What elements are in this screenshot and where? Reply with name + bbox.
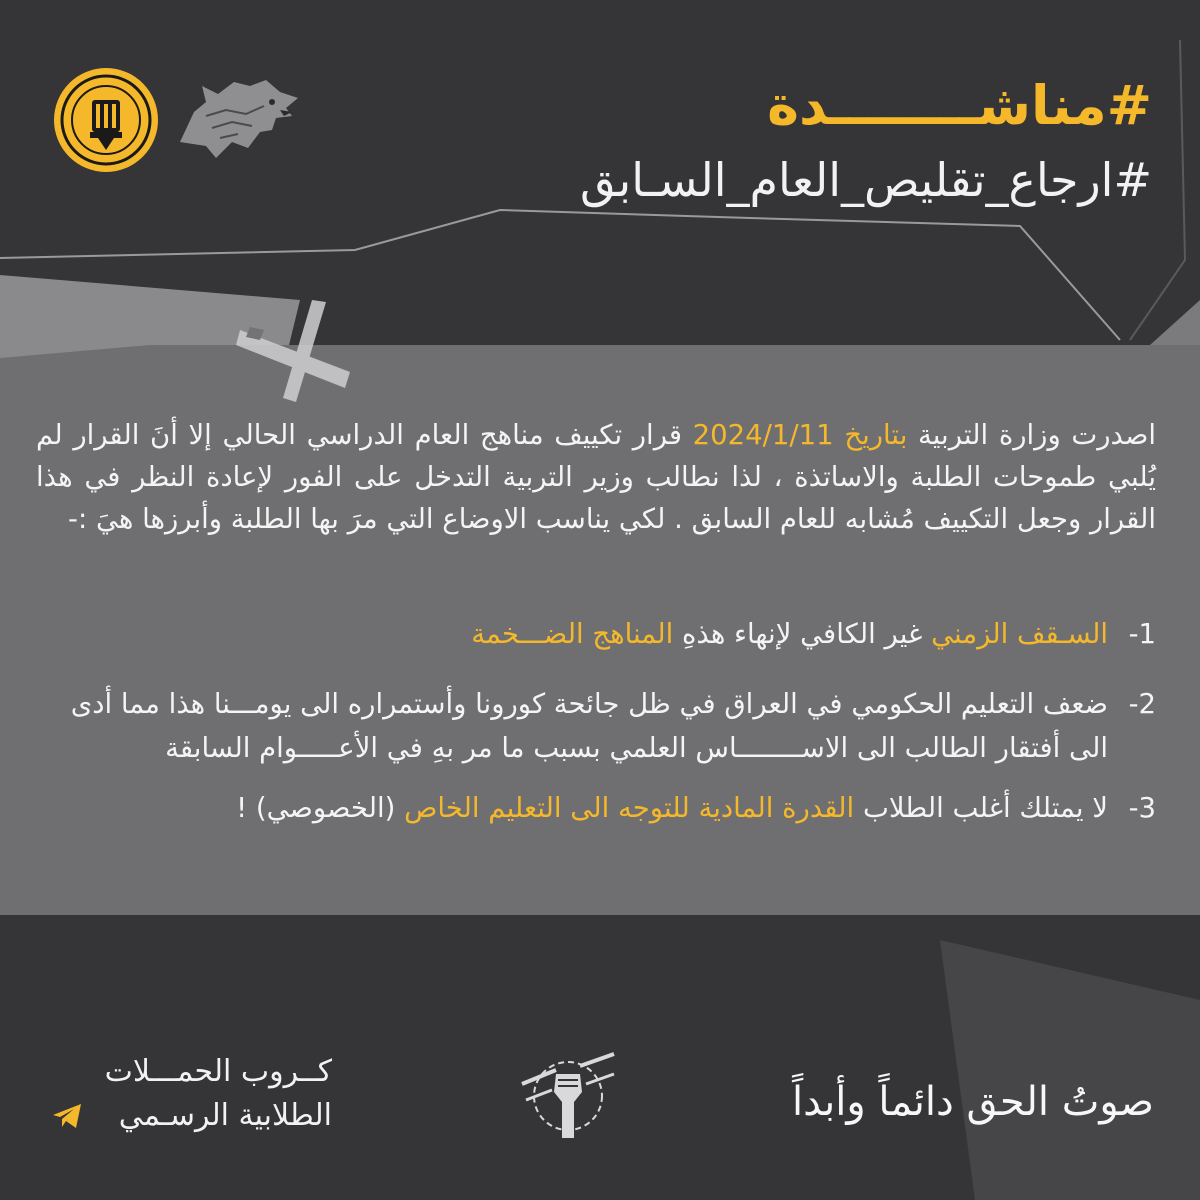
seal-logo [52, 66, 160, 174]
hashtag-secondary: #ارجاع_تقليص_العام_السـابق [580, 153, 1152, 207]
statement-text-1: اصدرت وزارة التربية [907, 419, 1156, 451]
fist-icon [516, 1044, 620, 1148]
highlight-curricula: المناهج الضـــخمة [471, 618, 674, 650]
list-item [36, 682, 1156, 770]
list-number: 3- [1128, 792, 1156, 824]
list-item [36, 612, 1156, 656]
wolf-icon [176, 72, 302, 164]
hashtag-primary: #مناشــــــــدة [767, 74, 1152, 137]
highlight-time-limit: السـقف الزمني [931, 618, 1108, 650]
telegram-icon [52, 1103, 82, 1129]
point-text: غير الكافي لإنهاء هذهِ [673, 618, 932, 650]
point-text-end: (الخصوصي) ! [236, 792, 405, 824]
demands-list [36, 612, 1156, 844]
statement-text-2: قرار تكييف مناهج العام الدراسي الحالي إلا أنَ القرار لم يُلبي طموحات الطلبة والاساتذة ، لذا نطالب وزير التربية التدخل على الفور لإعادة النظر في هذا القرار وجعل التكييف مُشابه للعام السابق . لكي يناسب الاوضاع التي مرَ بها الطلبة وأبرزها هيَ :- [36, 419, 1156, 535]
group-name-line-2: الطلابية الرسـمي [118, 1098, 332, 1133]
highlight-financial: القدرة المادية للتوجه الى التعليم الخاص [404, 792, 855, 824]
statement-date: بتاريخ 2024/1/11 [692, 419, 908, 451]
list-item [36, 786, 1156, 830]
group-name-line-1: كــروب الحمـــلات [104, 1054, 332, 1089]
slogan: صوتُ الحق دائماً وأبداً [792, 1079, 1154, 1125]
list-number: 2- [1128, 688, 1156, 720]
point-text: ضعف التعليم الحكومي في العراق في ظل جائحة كورونا وأستمراره الى يومـــنا هذا مما أدى الى أفتقار الطالب الى الاســــــــاس العلمي بسبب ما مر بهِ في الأعـــــوام السابقة [70, 688, 1108, 764]
list-number: 1- [1128, 618, 1156, 650]
statement-paragraph [36, 414, 1156, 540]
point-text: لا يمتلك أغلب الطلاب [854, 792, 1108, 824]
group-name-block [52, 1050, 332, 1138]
